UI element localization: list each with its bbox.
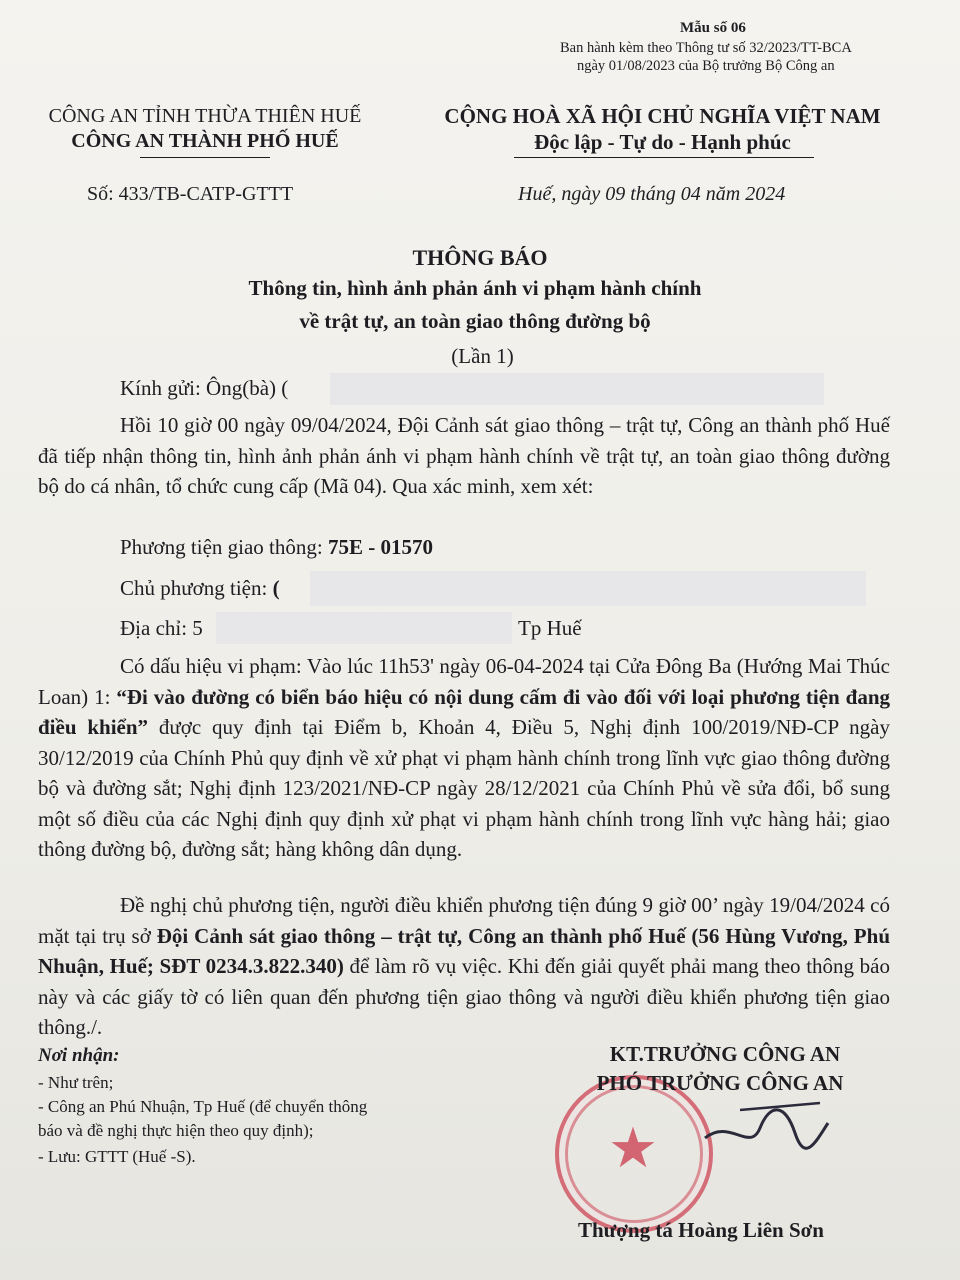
redacted-owner-name: [310, 571, 866, 606]
agency-underline: [140, 157, 270, 158]
form-issued-date: ngày 01/08/2023 của Bộ trưởng Bộ Công an: [577, 58, 835, 74]
redacted-recipient-name: [330, 373, 824, 405]
country-name: CỘNG HOÀ XÃ HỘI CHỦ NGHĨA VIỆT NAM: [444, 104, 881, 128]
agency-name: CÔNG AN THÀNH PHỐ HUẾ: [71, 130, 339, 152]
recipient-item: - Như trên;: [38, 1073, 114, 1092]
recipient-item: - Lưu: GTTT (Huế -S).: [38, 1147, 196, 1166]
recipients-heading: Nơi nhận:: [38, 1045, 120, 1066]
document-number: Số: 433/TB-CATP-GTTT: [87, 183, 294, 205]
signer-name: Thượng tá Hoàng Liên Sơn: [578, 1218, 824, 1242]
violation-paragraph: [38, 651, 890, 865]
owner-row: [120, 576, 280, 601]
request-location: Đội Cảnh sát giao thông – trật tự, Công an thành phố Huế (56 Hùng Vương, Phú Nhuận, Huế; SĐT 0234.3.822.340): [38, 923, 890, 978]
vehicle-plate: 75E - 01570: [327, 535, 433, 559]
signature-title-2: PHÓ TRƯỞNG CÔNG AN: [596, 1071, 844, 1095]
redacted-address: [216, 612, 512, 644]
vehicle-label: Phương tiện giao thông:: [120, 535, 328, 559]
violation-text-2: được quy định tại Điểm b, Khoản 4, Điều 5, Nghị định 100/2019/NĐ-CP ngày 30/12/2019 của Chính Phủ quy định về xử phạt vi phạm hành chính trong lĩnh vực giao thông đường bộ và đường sắt; Nghị định 123/2021/NĐ-CP ngày 28/12/2021 của Chính Phủ về sửa đổi, bổ sung một số điều của các Nghị định quy định xử phạt vi phạm hành chính trong lĩnh vực hàng hải; giao thông đường bộ, đường sắt; hàng không dân dụng.: [38, 715, 890, 861]
vehicle-row: [120, 535, 433, 560]
notice-iteration: (Lần 1): [451, 344, 514, 368]
signature-scribble: [700, 1098, 830, 1158]
address-label: Địa chỉ: 5: [120, 616, 203, 640]
notice-title: THÔNG BÁO: [412, 245, 548, 270]
request-text-2: để làm rõ vụ việc. Khi đến giải quyết phải mang theo thông báo này và các giấy tờ có liên quan đến phương tiện giao thông và người điều khiển phương tiện giao thông./.: [38, 954, 890, 1039]
place-date: Huế, ngày 09 tháng 04 năm 2024: [518, 183, 786, 205]
form-issued-with: Ban hành kèm theo Thông tư số 32/2023/TT-BCA: [560, 40, 852, 56]
violation-text-1: Có dấu hiệu vi phạm: Vào lúc 11h53' ngày 06-04-2024 tại Cửa Đông Ba (Hướng Mai Thúc Loan) 1:: [38, 654, 890, 709]
intro-paragraph: Hồi 10 giờ 00 ngày 09/04/2024, Đội Cảnh sát giao thông – trật tự, Công an thành phố Huế đã tiếp nhận thông tin, hình ảnh phản ánh vi phạm hành chính về trật tự, an toàn giao thông đường bộ do cá nhân, tổ chức cung cấp (Mã 04). Qua xác minh, xem xét:: [38, 413, 890, 498]
request-paragraph: [38, 890, 890, 1043]
seal-star-icon: ★: [607, 1118, 659, 1180]
official-seal-stamp: [555, 1075, 713, 1233]
recipient-label: Kính gửi: Ông(bà) (: [120, 376, 289, 400]
recipient-item: báo và đề nghị thực hiện theo quy định);: [38, 1121, 314, 1140]
address-city: Tp Huế: [518, 616, 582, 640]
motto-underline: [514, 157, 814, 158]
agency-parent: CÔNG AN TỈNH THỪA THIÊN HUẾ: [48, 105, 362, 127]
owner-label: Chủ phương tiện:: [120, 576, 273, 600]
notice-subtitle-line2: về trật tự, an toàn giao thông đường bộ: [299, 309, 651, 333]
violation-description: “Đi vào đường có biển báo hiệu có nội dung cấm đi vào đối với loại phương tiện đang điều khiển”: [38, 684, 890, 739]
form-number: Mẫu số 06: [680, 20, 746, 36]
national-motto: Độc lập - Tự do - Hạnh phúc: [534, 130, 791, 154]
owner-value: (: [272, 576, 280, 600]
signature-title-1: KT.TRƯỞNG CÔNG AN: [609, 1042, 841, 1066]
request-text-1: Đề nghị chủ phương tiện, người điều khiển phương tiện đúng 9 giờ 00’ ngày 19/04/2024 có mặt tại trụ sở: [38, 893, 890, 948]
notice-subtitle-line1: Thông tin, hình ảnh phản ánh vi phạm hành chính: [248, 276, 702, 300]
recipient-item: - Công an Phú Nhuận, Tp Huế (để chuyển thông: [38, 1097, 368, 1116]
